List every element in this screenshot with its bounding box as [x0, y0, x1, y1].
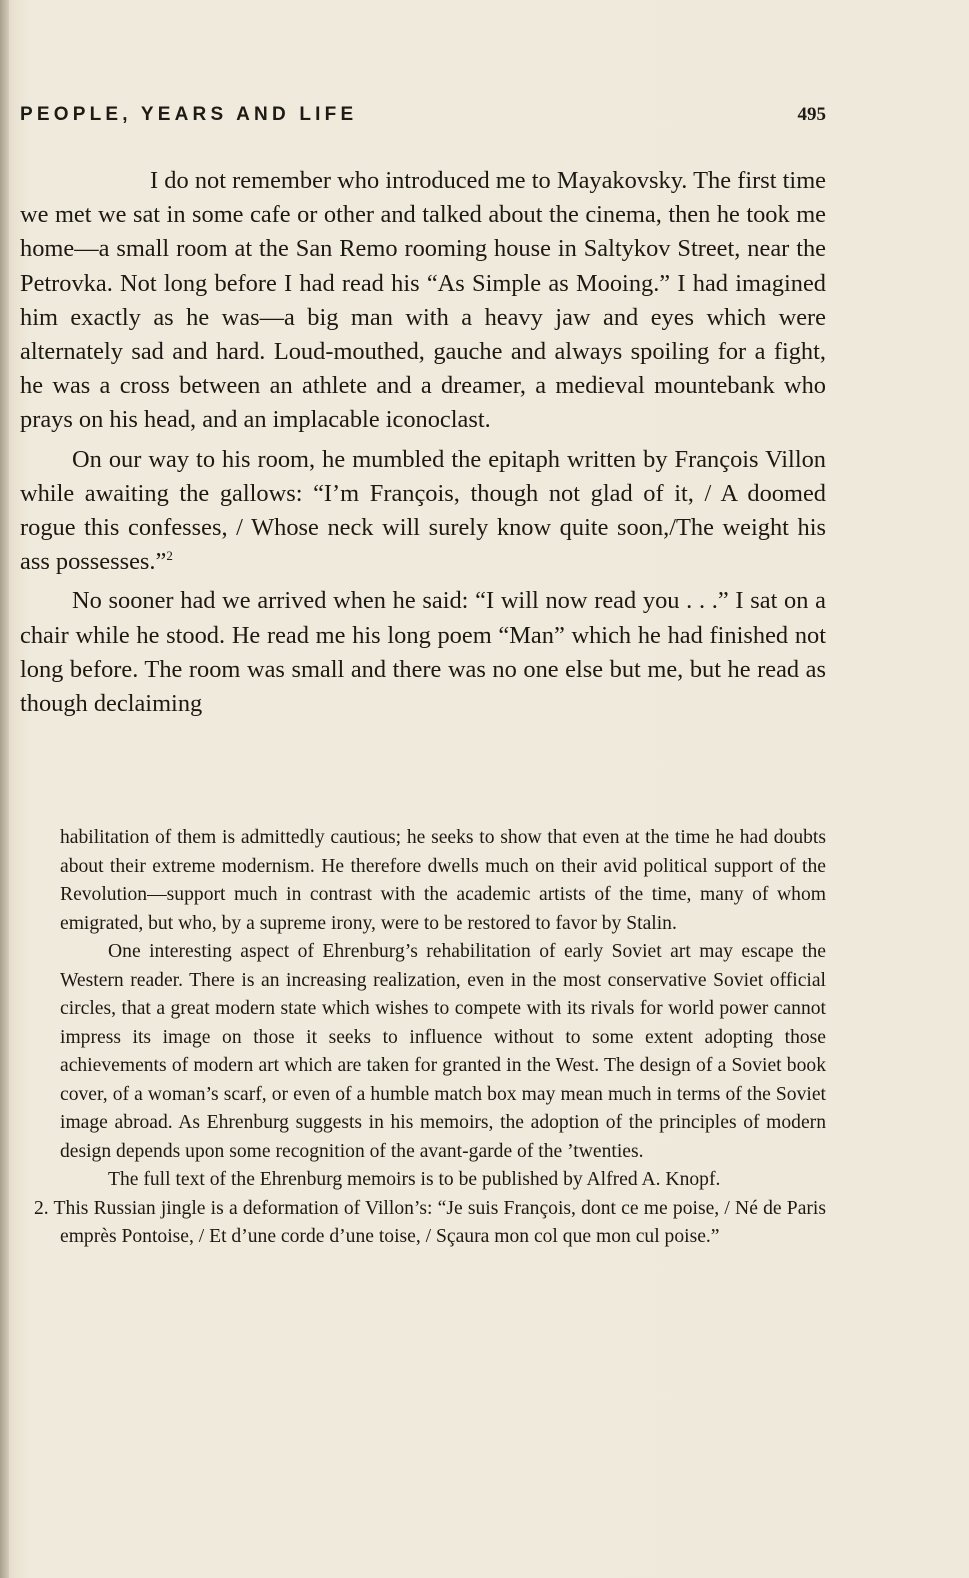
- paragraph: No sooner had we arrived when he said: “I will now read you . . .” I sat on a chair while he stood. He read me his long poem “Man” which he had finished not long before. The room was small and there was no one else but me, but he read as though declaiming: [20, 587, 826, 718]
- footnotes: [20, 824, 826, 1252]
- page-number: 495: [797, 104, 826, 125]
- paragraph-text: On our way to his room, he mumbled the epitaph written by François Villon while awaiting the gallows: “I’m François, though not glad of it, / A doomed rogue this confesses, / Whose neck will surely know quite soon,/The weight his ass possesses.”: [20, 445, 826, 576]
- running-head: PEOPLE, YEARS AND LIFE: [20, 104, 358, 125]
- paragraph: I do not remember who introduced me to Mayakovsky. The first time we met we sat in some cafe or other and talked about the cinema, then he took me home—a small room at the San Remo rooming house in Saltykov Street, near the Petrovka. Not long before I had read his “As Simple as Mooing.” I had imagined him exactly as he was—a big man with a heavy jaw and eyes which were alternately sad and hard. Loud-mouthed, gauche and always spoiling for a fight, he was a cross between an athlete and a dreamer, a medieval mountebank who prays on his head, and an implacable iconoclast.: [20, 167, 826, 434]
- footnote-reference: 2: [166, 548, 173, 564]
- page-gutter-shadow: [0, 0, 9, 1578]
- footnote-2: 2. This Russian jingle is a deformation of Villon’s: “Je suis François, dont ce me poise, / Né de Paris emprès Pontoise, / Et d’une corde d’une toise, / Sçaura mon col que mon cul poise.”: [34, 1197, 826, 1247]
- paragraph: [20, 443, 826, 580]
- footnote-paragraph: The full text of the Ehrenburg memoirs is to be published by Alfred A. Knopf.: [108, 1169, 721, 1190]
- page-header: [20, 104, 826, 134]
- main-text: [20, 164, 826, 726]
- footnote-paragraph: One interesting aspect of Ehrenburg’s rehabilitation of early Soviet art may escape the Western reader. There is an increasing realization, even in the most conservative Soviet official circles, that a great modern state which wishes to compete with its rivals for world power cannot impress its image on those it seeks to influence without to some extent adopting those achievements of modern art which are taken for granted in the West. The design of a Soviet book cover, of a woman’s scarf, or even of a humble match box may mean much in terms of the Soviet image abroad. As Ehrenburg suggests in his memoirs, the adoption of the principles of modern design depends upon some recognition of the avant-garde of the ’twenties.: [60, 941, 826, 1162]
- footnote-continuation: habilitation of them is admittedly cautious; he seeks to show that even at the time he had doubts about their extreme modernism. He therefore dwells much on their avid political support of the Revolution—support much in contrast with the academic artists of the time, many of whom emigrated, but who, by a supreme irony, were to be restored to favor by Stalin.: [60, 827, 826, 934]
